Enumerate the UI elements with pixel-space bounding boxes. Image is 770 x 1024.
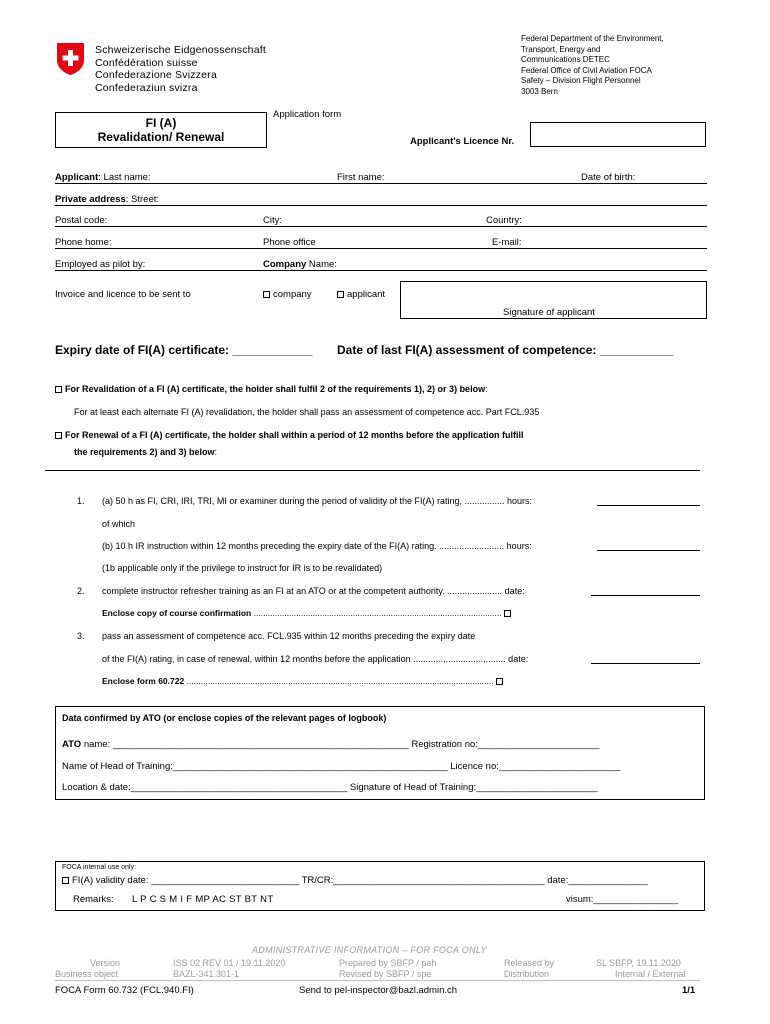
hours-b-field[interactable] [597,541,700,551]
option-company[interactable] [263,289,312,300]
dept-line: Transport, Energy and [521,44,601,54]
footer-divider [55,980,700,981]
visum-field[interactable]: visum:________________ [566,894,678,905]
item-1-number: 1. [77,496,85,506]
applicant-label: Applicant [55,172,99,183]
revalidation-option[interactable] [55,384,488,394]
enclose-copy-text: Enclose copy of course confirmation [102,608,252,618]
confederation-name-it: Confederazione Svizzera [95,69,217,81]
remarks-label: Remarks: [73,894,114,905]
dob-label: Date of birth: [581,172,636,183]
ato-name-text: name: ________________________________________________________ Registration no:_______________________ [81,739,600,750]
last-assessment-label: Date of last FI(A) assessment of competence: ___________ [337,343,674,357]
item-3-text-b: of the FI(A) rating, in case of renewal, within 12 months before the application ..................................... date: [102,654,529,664]
item-1b-text: (b) 10 h IR instruction within 12 months preceding the expiry date of the FI(A) rating. .......................... hours: [102,541,532,551]
prepared-by: Prepared by SBFP / pah [339,958,437,968]
confederation-name-de: Schweizerische Eidgenossenschaft [95,44,266,56]
dept-line: Federal Department of the Environment, [521,34,664,43]
signature-label: Signature of applicant [503,307,595,318]
company-name-text: Name: [306,259,337,270]
revalidation-heading: For Revalidation of a FI (A) certificate, the holder shall fulfil 2 of the requirements 1), 2) or 3) below [65,384,486,394]
dot-leader: ......................................................................................................... [251,608,502,618]
version-value: ISS 02 REV 01 / 19.11.2020 [173,958,286,968]
name-row-line[interactable] [55,183,707,184]
confederation-name-rm: Confederaziun svizra [95,81,198,94]
signature-box[interactable] [400,281,707,319]
head-of-training-row[interactable]: Name of Head of Training:____________________________________________________ Licence no:_______________________ [62,761,621,772]
street-line[interactable] [55,205,707,206]
renewal-heading-line2 [74,447,217,457]
expiry-date-label: Expiry date of FI(A) certificate: ____________ [55,343,313,357]
released-value: SL SBFP, 19.11.2020 [596,958,681,968]
enclose-form-label [102,676,506,686]
ato-bold: ATO [62,739,82,750]
confederation-names [95,44,266,94]
last-name-label [55,172,151,183]
confederation-name-fr: Confédération suisse [95,56,198,69]
checkbox-icon[interactable] [62,877,69,884]
enclose-copy-label [102,608,514,618]
ato-confirmation-box [55,706,705,800]
option-applicant[interactable] [337,289,385,300]
released-label: Released by [504,958,555,968]
checkbox-icon[interactable] [496,678,503,685]
of-which-label: of which [102,519,136,529]
checkbox-icon[interactable] [263,291,270,298]
item-2-number: 2. [77,586,85,596]
swiss-shield-icon [55,42,86,76]
form-title-line1: FI (A) [145,116,177,130]
phone-home-label: Phone home: [55,237,112,248]
company-bold: Company [263,259,307,270]
note-1b: (1b applicable only if the privilege to instruct for IR is to be revalidated) [102,563,383,573]
checkbox-icon[interactable] [55,386,62,393]
business-object-value: BAZL-341.301-1 [173,969,240,979]
dept-line: 3003 Bern [521,86,558,96]
item-2-text: complete instructor refresher training as an FI at an ATO or at the competent authority. ...................... date: [102,586,525,596]
enclose-form-text: Enclose form 60.722 [102,676,185,686]
renewal-suffix: : [214,447,218,457]
version-label: Version [90,958,121,968]
revalidation-suffix: : [485,384,488,394]
foca-internal-box [55,861,705,911]
last-name-text: : Last name: [98,172,151,183]
street-label [55,194,159,205]
checkbox-icon[interactable] [55,432,62,439]
date-3-field[interactable] [591,654,700,664]
form-title-box [55,112,267,148]
address-line[interactable] [55,226,707,227]
renewal-heading-l2: the requirements 2) and 3) below [74,447,215,457]
employed-label: Employed as pilot by: [55,259,146,270]
ato-heading: Data confirmed by ATO (or enclose copies of the relevant pages of logbook) [62,713,387,723]
employer-line[interactable] [55,270,707,271]
invoice-label: Invoice and licence to be sent to [55,289,191,300]
department-address [521,34,664,97]
location-date-row[interactable]: Location & date:_________________________________________ Signature of Head of Training:_______________________ [62,782,598,793]
licence-number-field[interactable] [530,122,706,147]
form-title-line2: Revalidation/ Renewal [97,130,225,144]
dept-line: Federal Office of Civil Aviation FOCA [521,65,652,75]
form-number: FOCA Form 60.732 (FCL.940.FI) [55,985,194,996]
revalidation-note: For at least each alternate FI (A) revalidation, the holder shall pass an assessment of competence acc. Part FCL.935 [74,407,540,417]
validity-text: FI(A) validity date: ____________________________ TR/CR:________________________________________ date:_______________ [72,875,648,886]
option-company-label: company [273,289,312,300]
phone-line[interactable] [55,248,707,249]
country-label: Country: [486,215,522,226]
section-divider [45,470,700,471]
distribution-label: Distribution [504,969,550,979]
swiss-flag-logo [55,42,86,76]
checkbox-icon[interactable] [337,291,344,298]
option-applicant-label: applicant [347,289,386,300]
send-to-email[interactable]: Send to pel-inspector@bazl.admin.ch [299,985,458,996]
phone-office-label: Phone office [263,237,316,248]
remarks-codes: L P C S M I F MP AC ST BT NT [132,894,274,905]
street-text: : Street: [125,194,160,205]
item-3-text-a: pass an assessment of competence acc. FCL.935 within 12 months preceding the expiry date [102,631,476,641]
business-object-label: Business object [55,969,119,979]
city-label: City: [263,215,282,226]
dept-line: Communications DETEC [521,55,610,64]
item-1a-text: (a) 50 h as FI, CRI, IRI, TRI, MI or examiner during the period of validity of the FI(A) rating, ................ hours: [102,496,532,506]
postal-code-label: Postal code: [55,215,108,226]
renewal-option[interactable] [55,430,524,440]
email-label: E-mail: [492,237,522,248]
item-3-number: 3. [77,631,85,641]
admin-info-heading: ADMINISTRATIVE INFORMATION – FOR FOCA ONLY [252,945,487,955]
renewal-heading: For Renewal of a FI (A) certificate, the holder shall within a period of 12 months before the application fulfill [65,430,524,440]
validity-row[interactable] [62,875,648,886]
foca-internal-label: FOCA internal use only: [62,864,136,871]
date-2-field[interactable] [591,586,700,596]
page-number: 1/1 [682,985,696,996]
application-form-label: Application form [273,109,342,120]
revised-by: Revised by SBFP / spe [339,969,432,979]
ato-name-row[interactable] [62,739,599,750]
dept-line: Safety – Division Flight Personnel [521,76,641,85]
private-address-label: Private address [55,194,126,205]
licence-label: Applicant's Licence Nr. [410,136,515,147]
hours-a-field[interactable] [597,496,700,506]
company-name-label [263,259,337,270]
checkbox-icon[interactable] [504,610,511,617]
dot-leader: .................................................................................................................................. [184,676,494,686]
first-name-label: First name: [337,172,385,183]
distribution-value: Internal / External [615,969,686,979]
